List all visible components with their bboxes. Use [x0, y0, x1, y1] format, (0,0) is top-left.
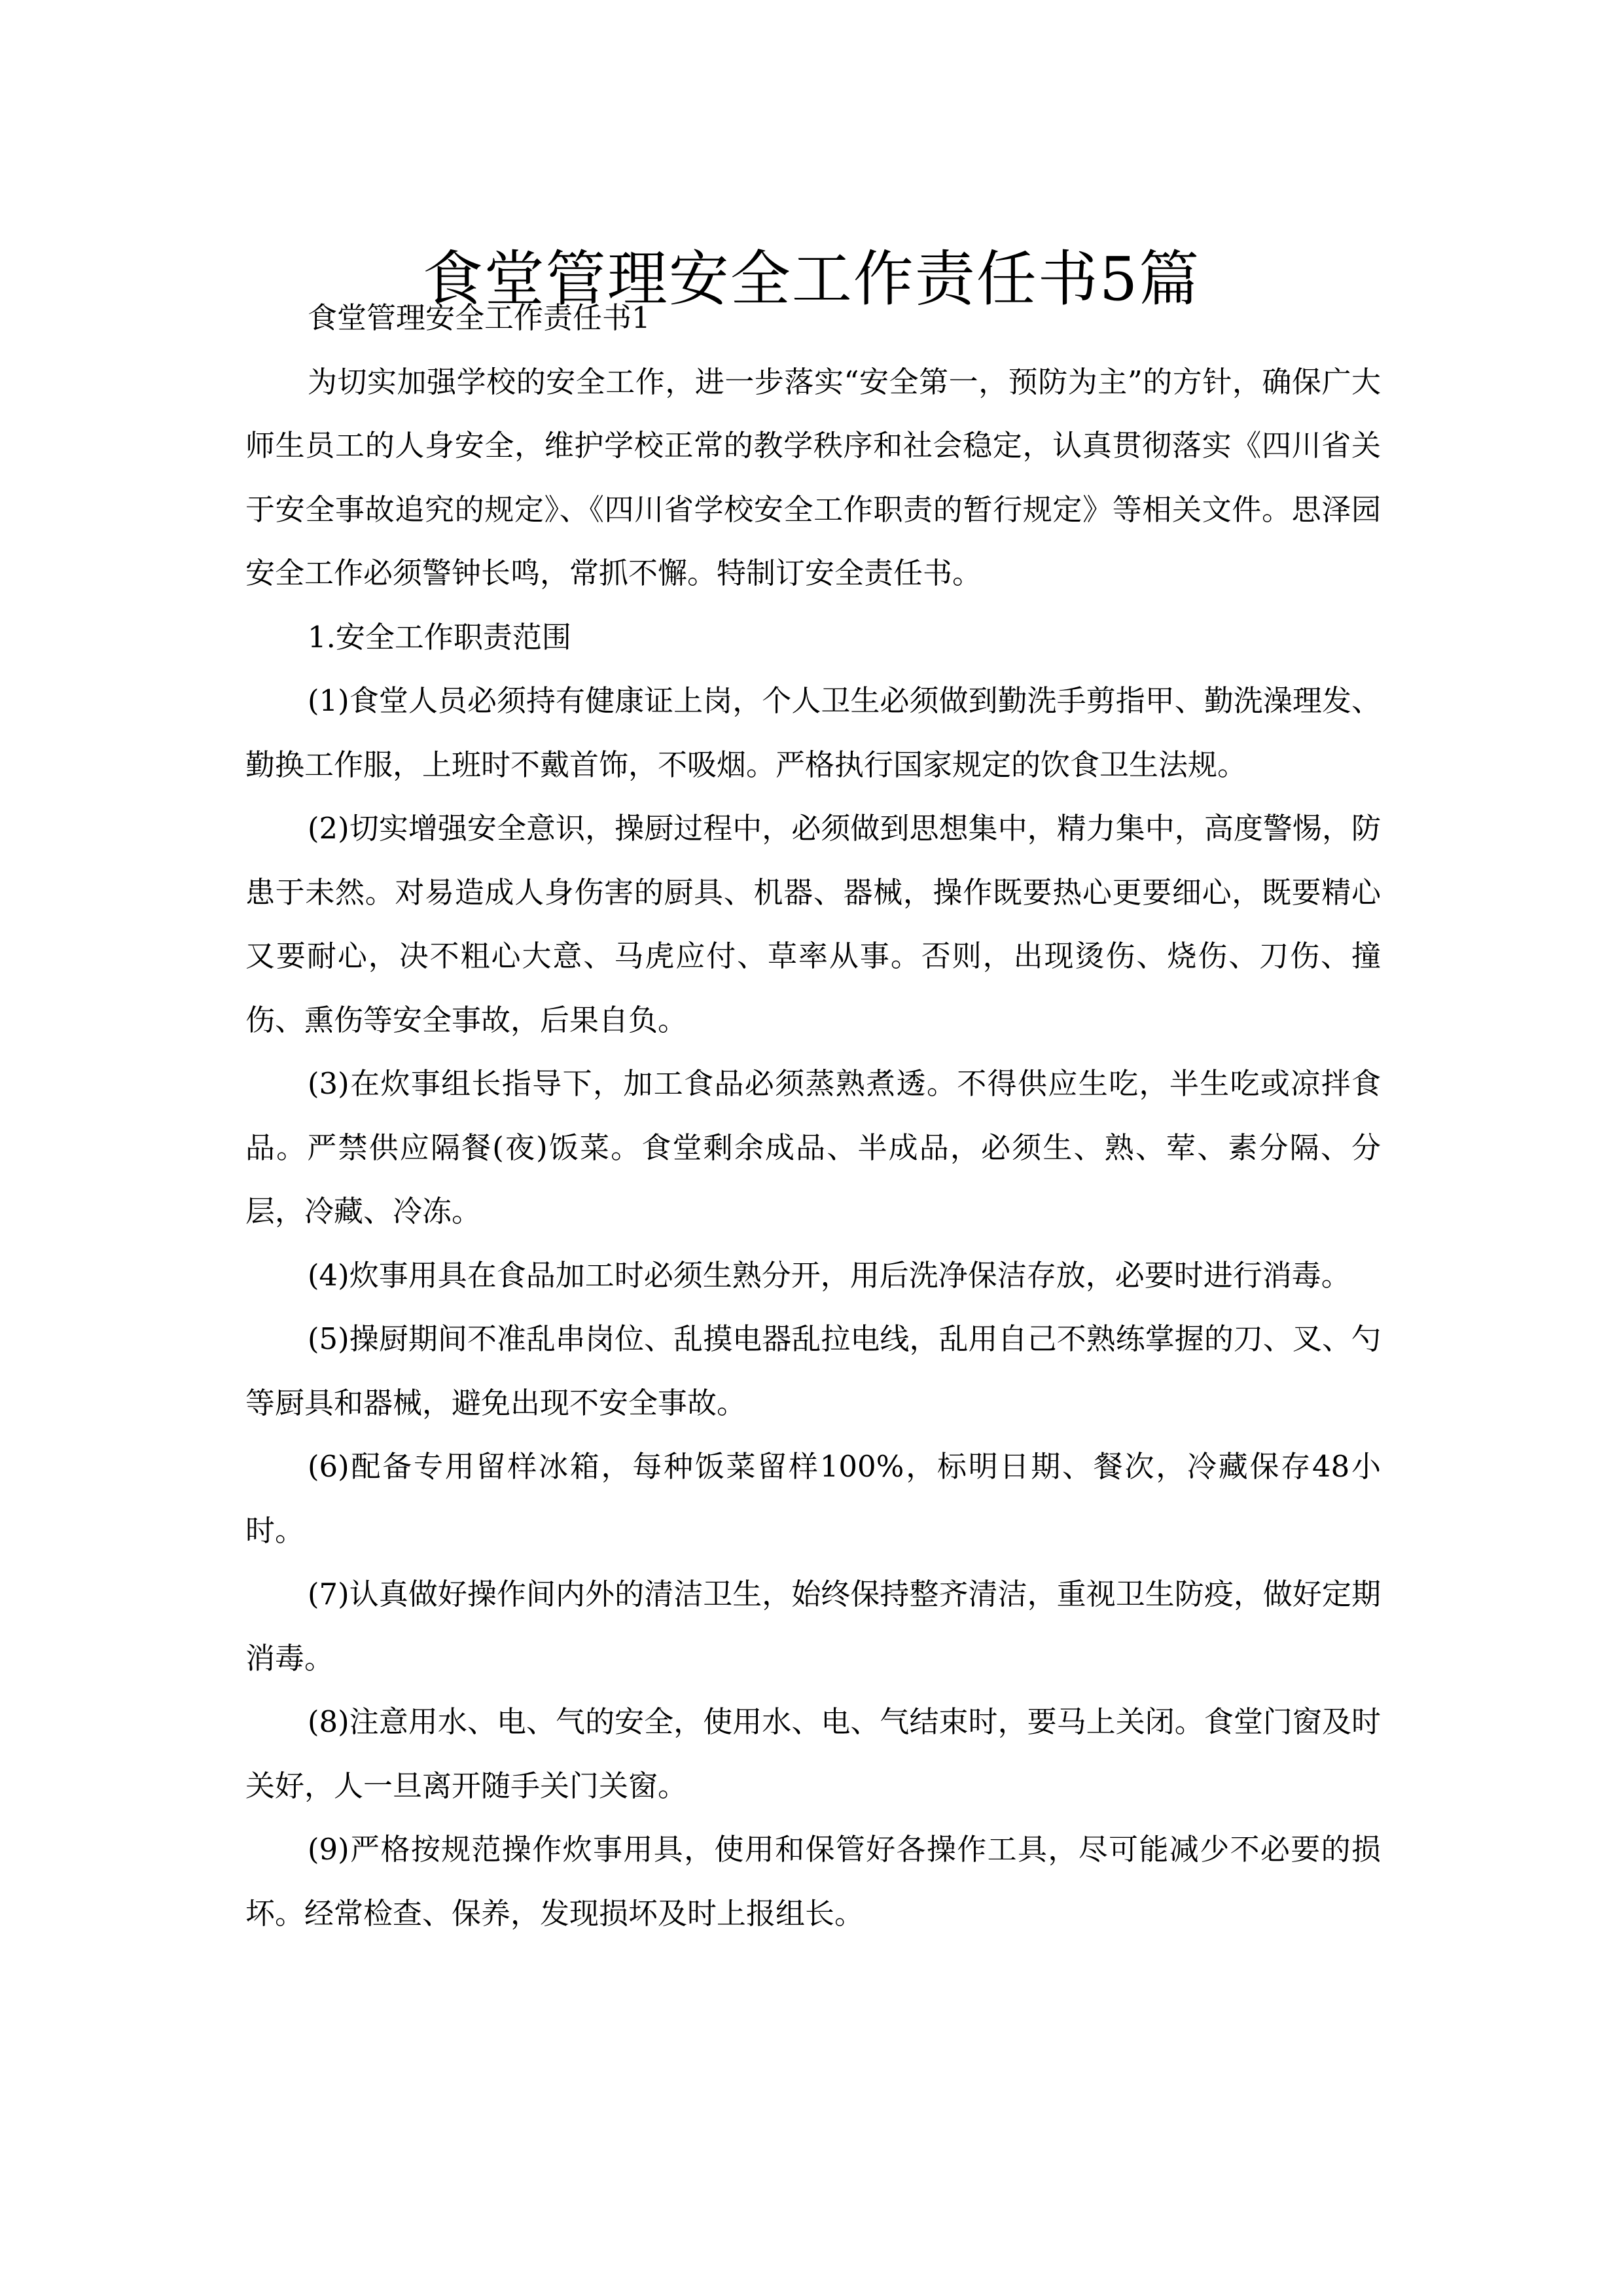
paragraph-item-9: (9)严格按规范操作炊事用具，使用和保管好各操作工具，尽可能减少不必要的损坏。经常检查、保养，发现损坏及时上报组长。: [245, 1832, 1381, 1931]
paragraph-intro: 为切实加强学校的安全工作，进一步落实“安全第一，预防为主”的方针，确保广大师生员工的人身安全，维护学校正常的教学秩序和社会稳定，认真贯彻落实《四川省关于安全事故追究的规定》、《四川省学校安全工作职责的暂行规定》等相关文件。思泽园安全工作必须警钟长鸣，常抓不懈。特制订安全责任书。: [245, 364, 1381, 590]
paragraph-item-5: (5)操厨期间不准乱串岗位、乱摸电器乱拉电线，乱用自己不熟练掌握的刀、叉、勺等厨具和器械，避免出现不安全事故。: [245, 1321, 1381, 1420]
paragraph-item-7: (7)认真做好操作间内外的清洁卫生，始终保持整齐清洁，重视卫生防疫，做好定期消毒。: [245, 1577, 1381, 1676]
document-body: [245, 286, 1381, 1945]
paragraph-item-1: (1)食堂人员必须持有健康证上岗，个人卫生必须做到勤洗手剪指甲、勤洗澡理发、勤换工作服，上班时不戴首饰，不吸烟。严格执行国家规定的饮食卫生法规。: [245, 683, 1381, 782]
subsection-heading: 1.安全工作职责范围: [308, 619, 571, 655]
paragraph-item-4: (4)炊事用具在食品加工时必须生熟分开，用后洗净保洁存放，必要时进行消毒。: [308, 1257, 1351, 1293]
document-title: 食堂管理安全工作责任书5篇: [422, 243, 1201, 314]
paragraph-item-6: (6)配备专用留样冰箱，每种饭菜留样100%，标明日期、餐次，冷藏保存48小时。: [245, 1449, 1381, 1548]
paragraph-item-2: (2)切实增强安全意识，操厨过程中，必须做到思想集中，精力集中，高度警惕，防患于未然。对易造成人身伤害的厨具、机器、器械，操作既要热心更要细心，既要精心又要耐心，决不粗心大意、马虎应付、草率从事。否则，出现烫伤、烧伤、刀伤、撞伤、熏伤等安全事故，后果自负。: [245, 811, 1381, 1037]
section-heading: 食堂管理安全工作责任书1: [308, 300, 651, 335]
paragraph-item-8: (8)注意用水、电、气的安全，使用水、电、气结束时，要马上关闭。食堂门窗及时关好，人一旦离开随手关门关窗。: [245, 1704, 1381, 1803]
paragraph-item-3: (3)在炊事组长指导下，加工食品必须蒸熟煮透。不得供应生吃，半生吃或凉拌食品。严禁供应隔餐(夜)饭菜。食堂剩余成品、半成品，必须生、熟、荤、素分隔、分层，冷藏、冷冻。: [245, 1066, 1381, 1229]
